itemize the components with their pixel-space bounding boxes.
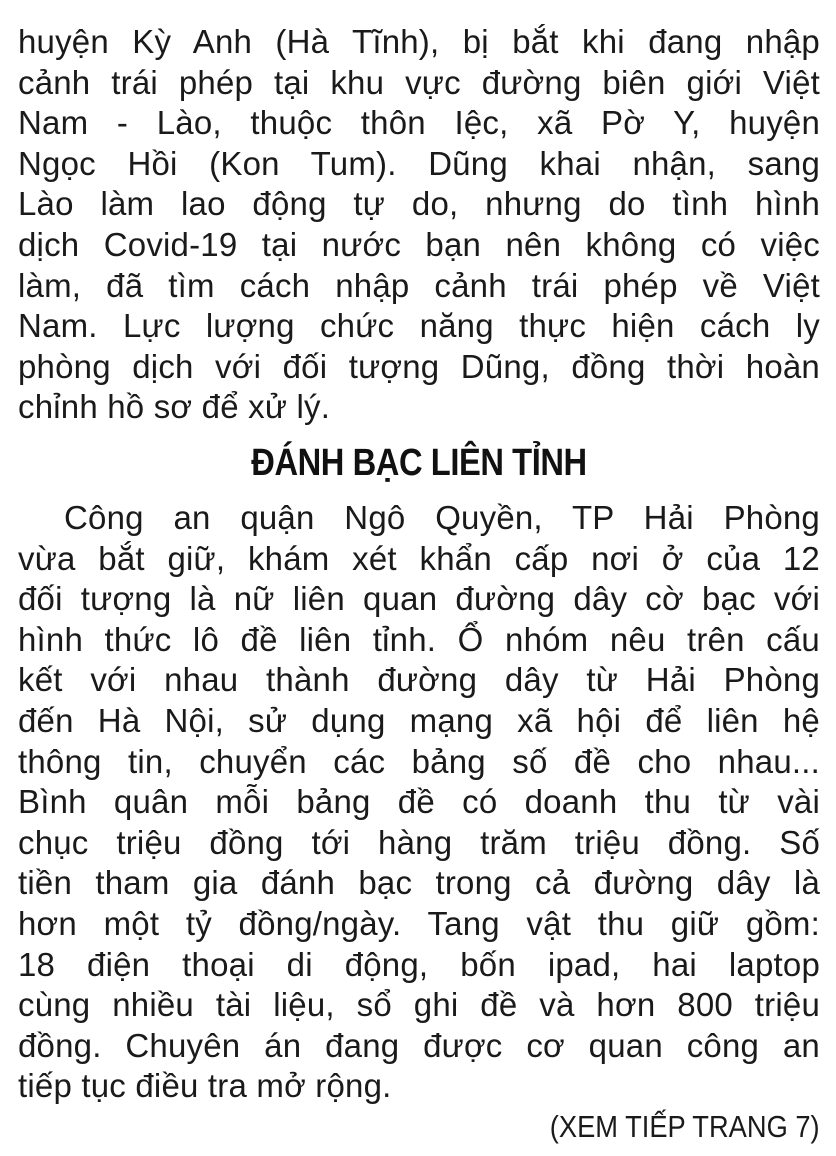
continuation-note: (XEM TIẾP TRANG 7) [550,1109,820,1144]
text-line: đồng. Chuyên án đang được cơ quan công an [18,1026,820,1064]
text-line: Bình quân mỗi bảng đề có doanh thu từ vài [18,783,820,821]
text-line: Nam - Lào, thuộc thôn Iệc, xã Pờ Y, huyện [18,104,820,142]
text-line: chỉnh hồ sơ để xử lý. [18,388,331,426]
text-line: Ngọc Hồi (Kon Tum). Dũng khai nhận, sang [18,144,820,182]
text-line: đến Hà Nội, sử dụng mạng xã hội để liên hệ [18,701,820,739]
text-line: vừa bắt giữ, khám xét khẩn cấp nơi ở của 12 [18,539,820,577]
text-line: chục triệu đồng tới hàng trăm triệu đồng. Số [18,823,820,861]
text-line: hơn một tỷ đồng/ngày. Tang vật thu giữ gồm: [18,904,820,942]
text-line: Nam. Lực lượng chức năng thực hiện cách ly [18,307,820,345]
section-headline: ĐÁNH BẠC LIÊN TỈNH [251,442,587,484]
paragraph-gambling-story [18,498,820,1107]
text-line: làm, đã tìm cách nhập cảnh trái phép về Việt [18,266,820,304]
text-line: hình thức lô đề liên tỉnh. Ổ nhóm nêu trên cấu [18,620,820,658]
text-line: phòng dịch với đối tượng Dũng, đồng thời hoàn [18,347,820,385]
text-line: 18 điện thoại di động, bốn ipad, hai laptop [18,945,820,983]
text-line: tiền tham gia đánh bạc trong cả đường dây là [18,864,820,902]
text-line: dịch Covid-19 tại nước bạn nên không có việc [18,225,820,263]
text-line: huyện Kỳ Anh (Hà Tĩnh), bị bắt khi đang nhập [18,23,820,60]
text-line: đối tượng là nữ liên quan đường dây cờ bạc với [18,580,820,618]
newspaper-column [18,0,820,1156]
text-line: Lào làm lao động tự do, nhưng do tình hình [18,185,820,223]
paragraph-previous-story [18,22,820,428]
text-line: thông tin, chuyển các bảng số đề cho nhau... [18,742,820,780]
text-line: kết với nhau thành đường dây từ Hải Phòng [18,661,820,699]
text-line: cùng nhiều tài liệu, sổ ghi đề và hơn 800 triệu [18,986,820,1024]
text-line: tiếp tục điều tra mở rộng. [18,1067,392,1105]
text-line: cảnh trái phép tại khu vực đường biên giới Việt [18,63,820,101]
text-line: Công an quận Ngô Quyền, TP Hải Phòng [64,499,820,536]
